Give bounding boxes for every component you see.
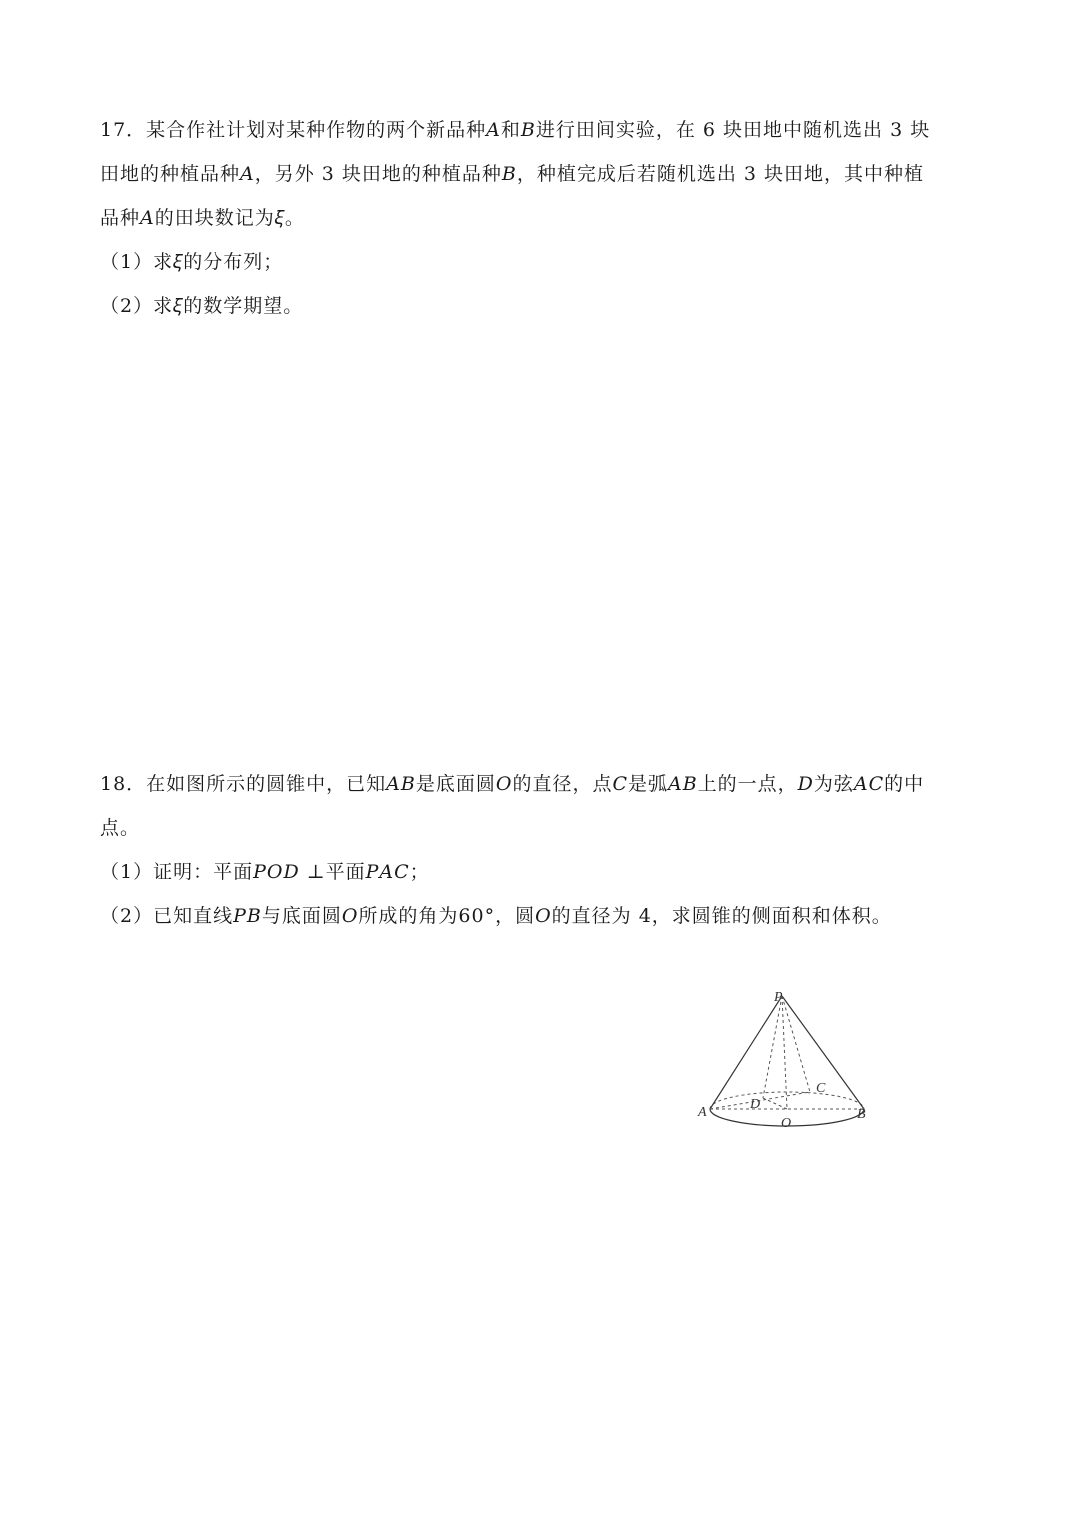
label-b: B — [857, 1107, 866, 1122]
slant-pa — [710, 996, 782, 1109]
label-p: P — [774, 990, 783, 1005]
label-d: D — [750, 1097, 761, 1112]
q18-part-2: （2）已知直线𝑃𝐵与底面圆𝑂所成的角为60°，圆𝑂的直径为 4，求圆锥的侧面积和体积。 — [100, 905, 892, 927]
segment-od — [763, 1098, 787, 1109]
q17-stem-line-2: 田地的种植品种𝐴，另外 3 块田地的种植品种𝐵，种植完成后若随机选出 3 块田地，其中种植 — [100, 163, 925, 185]
q17-part-2: （2）求𝜉的数学期望。 — [100, 295, 304, 317]
q18-stem-line-1: 18．在如图所示的圆锥中，已知𝐴𝐵是底面圆𝑂的直径，点𝐶是弧𝐴𝐵上的一点，𝐷为弦𝐴𝐶的中 — [100, 773, 925, 795]
label-c: C — [816, 1081, 826, 1096]
q17-part-1: （1）求𝜉的分布列； — [100, 251, 284, 273]
q17-stem-line-3: 品种𝐴的田块数记为𝜉。 — [100, 207, 305, 229]
segment-pc — [782, 996, 810, 1092]
q18-stem-line-2: 点。 — [100, 817, 141, 839]
label-o: O — [781, 1116, 792, 1131]
q17-stem-line-1: 17．某合作社计划对某种作物的两个新品种𝐴和𝐵进行田间实验，在 6 块田地中随机选出 3 块 — [100, 119, 931, 141]
label-a: A — [698, 1105, 707, 1120]
q18-part-1: （1）证明：平面𝑃𝑂𝐷 ⊥平面𝑃𝐴𝐶； — [100, 861, 430, 883]
cone-figure — [690, 985, 880, 1135]
